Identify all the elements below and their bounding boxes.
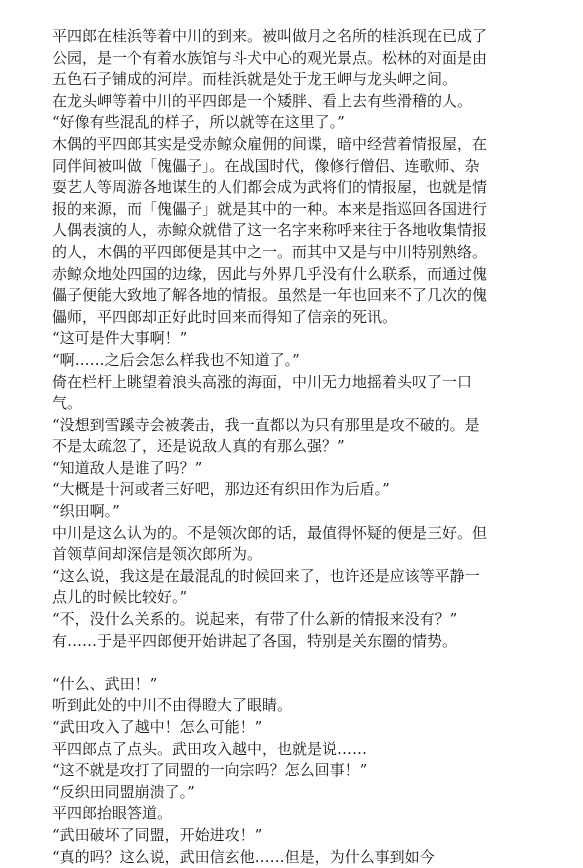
text-line: “不，没什么关系的。说起来，有带了什么新的情报来没有？” <box>52 610 458 629</box>
text-line: 人偶表演的人，赤鲸众就借了这一名字来称呼来往于各地收集情报 <box>52 221 488 240</box>
body-text <box>52 26 539 868</box>
text-line: 公园，是一个有着水族馆与斗犬中心的观光景点。松林的对面是由 <box>52 48 488 67</box>
text-line: 报的来源，而「傀儡子」就是其中的一种。本来是指巡回各国进行 <box>52 199 488 218</box>
text-line: 中川是这么认为的。不是领次郎的话，最值得怀疑的便是三好。但 <box>52 523 488 542</box>
text-line: 平四郎点了点头。武田攻入越中，也就是说…… <box>52 739 368 758</box>
text-line: “这么说，我这是在最混乱的时候回来了，也许还是应该等平静一 <box>52 566 480 585</box>
text-line: 赤鲸众地处四国的边缘，因此与外界几乎没有什么联系，而通过傀 <box>52 264 488 283</box>
text-line: “知道敌人是谁了吗？” <box>52 458 203 477</box>
text-line: 气。 <box>52 394 83 413</box>
text-line: “这不就是攻打了同盟的一向宗吗？怎么回事！” <box>52 761 368 780</box>
text-line: 在龙头岬等着中川的平四郎是一个矮胖、看上去有些滑稽的人。 <box>52 91 473 110</box>
text-line: 平四郎抬眼答道。 <box>52 804 173 823</box>
text-line: 点儿的时候比较好。” <box>52 588 188 607</box>
text-line: 儡子便能大致地了解各地的情报。虽然是一年也回来不了几次的傀 <box>52 286 488 305</box>
text-line: 木偶的平四郎其实是受赤鲸众雇佣的间谍，暗中经营着情报屋，在 <box>52 134 488 153</box>
text-line: “真的吗？这么说，武田信玄他……但是，为什么事到如今 <box>52 847 435 866</box>
blank-line <box>52 652 539 674</box>
text-line: “啊……之后会怎么样我也不知道了。” <box>52 350 300 369</box>
text-line: 不是太疏忽了，还是说敌人真的有那么强？” <box>52 437 345 456</box>
text-line: “武田攻入了越中！怎么可能！” <box>52 718 263 736</box>
text-line: “大概是十河或者三好吧，那边还有织田作为后盾。” <box>52 480 390 499</box>
text-line: 有……于是平四郎便开始讲起了各国，特别是关东圈的情势。 <box>52 631 458 650</box>
text-line: “武田破坏了同盟，开始进攻！” <box>52 825 263 844</box>
text-line: 同伴间被叫做「傀儡子」。在战国时代，像修行僧侣、连歌师、杂 <box>52 156 480 175</box>
text-line: “反织田同盟崩溃了。” <box>52 782 195 801</box>
text-line: 的人，木偶的平四郎便是其中之一。而其中又是与中川特别熟络。 <box>52 242 488 261</box>
text-line: “什么、武田！” <box>52 674 158 693</box>
text-line: 倚在栏杆上眺望着浪头高涨的海面，中川无力地摇着头叹了一口 <box>52 372 473 391</box>
text-line: “好像有些混乱的样子，所以就等在这里了。” <box>52 113 345 132</box>
text-line: “没想到雪蹊寺会被袭击，我一直都以为只有那里是攻不破的。是 <box>52 415 480 434</box>
text-line: 儡师，平四郎却正好此时回来而得知了信亲的死讯。 <box>52 307 398 326</box>
text-line: 平四郎在桂浜等着中川的到来。被叫做月之名所的桂浜现在已成了 <box>52 27 488 45</box>
text-line: 耍艺人等周游各地谋生的人们都会成为武将们的情报屋，也就是情 <box>52 178 488 197</box>
text-line: 五色石子铺成的河岸。而桂浜就是处于龙王岬与龙头岬之间。 <box>52 70 458 89</box>
text-line: 听到此处的中川不由得瞪大了眼睛。 <box>52 696 293 715</box>
text-line: 首领草间却深信是领次郎所为。 <box>52 545 263 564</box>
text-line: “这可是件大事啊！” <box>52 329 188 348</box>
text-line: “织田啊。” <box>52 502 120 521</box>
